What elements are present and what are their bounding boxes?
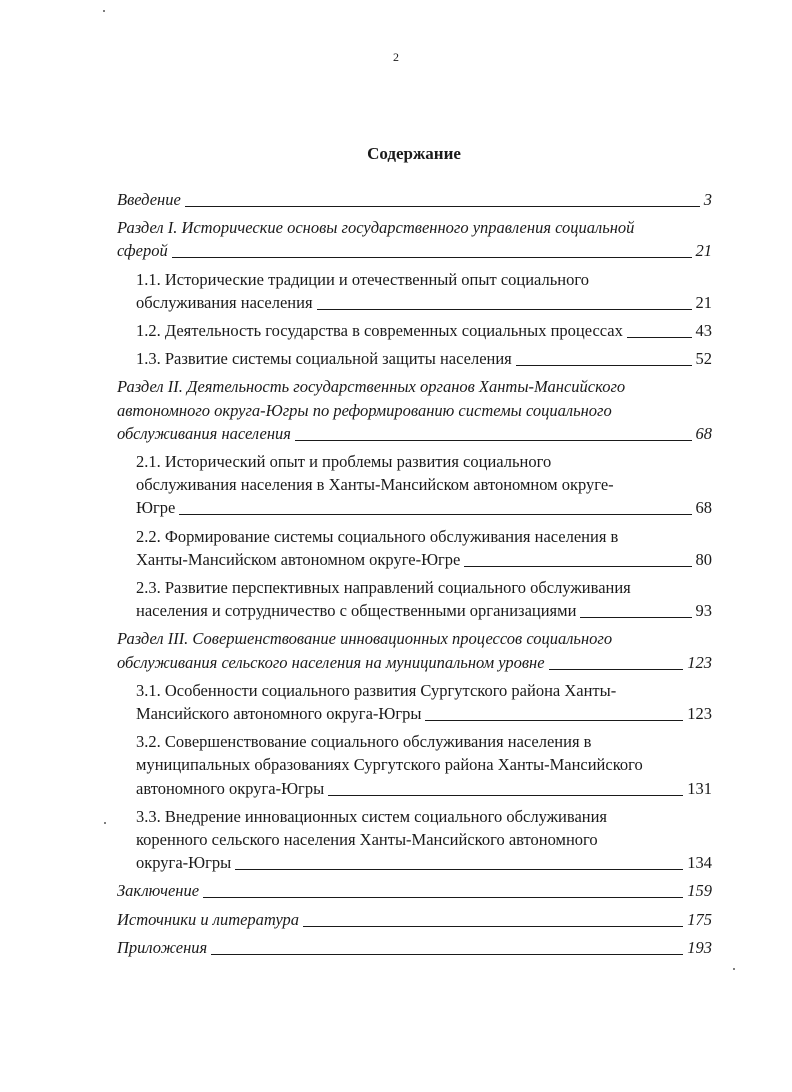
toc-page-number: 3 (703, 190, 712, 209)
toc-entry-last-line (136, 548, 712, 571)
toc-entry-line: 3.1. Особенности социального развития Сургутского района Ханты- (136, 680, 617, 700)
toc-entry-line: автономного округа-Югры по реформированию системы социального (117, 400, 612, 420)
toc-page-number: 68 (695, 423, 712, 443)
toc-section-entry (117, 908, 712, 931)
toc-entry-title: Источники и литература (117, 909, 300, 929)
toc-entry-last-line (117, 651, 712, 674)
toc-entry-last-line (136, 777, 712, 800)
toc-entry-line: Раздел I. Исторические основы государственного управления социальной (117, 218, 635, 238)
toc-section-entry (117, 216, 712, 262)
toc-page-number: 93 (695, 601, 712, 621)
toc-entry-line: 3.3. Внедрение инновационных систем социального обслуживания (136, 806, 608, 826)
toc-entry-last-line (117, 936, 712, 959)
toc-entry-last-line (136, 347, 712, 370)
toc-page-number: 43 (695, 321, 712, 341)
toc-entry-line: коренного сельского населения Ханты-Мансийского автономного (136, 830, 598, 850)
toc-entry-title: сферой (117, 241, 168, 261)
toc-subsection-entry (117, 450, 712, 520)
toc-section-entry (117, 879, 712, 902)
leader-line (328, 795, 683, 796)
leader-line (549, 669, 684, 670)
toc-page-number: 21 (695, 241, 712, 261)
toc-section-entry (117, 936, 712, 959)
toc-page-number: 52 (695, 349, 712, 369)
toc-page-number: 80 (695, 549, 712, 569)
toc-section-entry (117, 375, 712, 445)
leader-line (516, 365, 692, 366)
toc-entry-last-line (136, 599, 712, 622)
toc-page-number: 21 (695, 292, 712, 312)
toc-entry-title: Заключение (117, 881, 200, 901)
toc-entry-title: Ханты-Мансийском автономном округе-Югре (136, 549, 461, 569)
toc-entry-title: Приложения (117, 937, 208, 957)
toc-subsection-entry (117, 525, 712, 571)
toc-entry-line: 2.1. Исторический опыт и проблемы развития социального (136, 452, 552, 472)
toc-subsection-entry (117, 319, 712, 342)
toc-entry-line: муниципальных образованиях Сургутского района Ханты-Мансийского (136, 755, 643, 775)
toc-entry-line: 1.1. Исторические традиции и отечественный опыт социального (136, 269, 589, 289)
leader-line (295, 440, 692, 441)
toc-entry-line: Раздел III. Совершенствование инновационных процессов социального (117, 629, 613, 649)
scan-speck (103, 10, 105, 12)
toc-entry-last-line (117, 188, 712, 211)
toc-subsection-entry (117, 576, 712, 622)
leader-line (185, 206, 700, 207)
toc-page-number: 68 (695, 498, 712, 518)
toc-entry-title: обслуживания сельского населения на муниципальном уровне (117, 652, 545, 672)
leader-line (172, 257, 692, 258)
toc-entry-title: обслуживания населения (117, 423, 291, 443)
toc-entry-title: Югре (136, 498, 176, 518)
toc-entry-title: обслуживания населения (136, 292, 313, 312)
leader-line (627, 337, 692, 338)
toc-entry-last-line (117, 879, 712, 902)
toc-subsection-entry (117, 805, 712, 875)
toc-page-number: 134 (687, 853, 712, 873)
toc-page-number: 123 (687, 652, 712, 672)
toc-entry-title: 1.2. Деятельность государства в современных социальных процессах (136, 321, 623, 341)
toc-page-number: 193 (687, 937, 712, 957)
toc-subsection-entry (117, 268, 712, 314)
table-of-contents (117, 188, 712, 964)
toc-entry-last-line (136, 702, 712, 725)
toc-entry-line: 2.2. Формирование системы социального обслуживания населения в (136, 526, 619, 546)
toc-entry-line: 3.2. Совершенствование социального обслуживания населения в (136, 732, 592, 752)
toc-subsection-entry (117, 347, 712, 370)
leader-line (211, 954, 683, 955)
toc-page-number: 131 (687, 778, 712, 798)
toc-entry-last-line (117, 239, 712, 262)
toc-entry-last-line (136, 291, 712, 314)
toc-section-entry (117, 188, 712, 211)
toc-entry-last-line (117, 908, 712, 931)
toc-page-number: 175 (687, 909, 712, 929)
scan-speck (104, 822, 106, 824)
toc-subsection-entry (117, 679, 712, 725)
toc-page-number: 123 (687, 704, 712, 724)
toc-entry-title: автономного округа-Югры (136, 778, 325, 798)
toc-page-number: 159 (687, 881, 712, 901)
toc-entry-last-line (136, 319, 712, 342)
leader-line (317, 309, 692, 310)
toc-title: Содержание (367, 144, 461, 163)
leader-line (580, 617, 691, 618)
toc-entry-title: населения и сотрудничество с общественными организациями (136, 601, 577, 621)
toc-entry-title: Мансийского автономного округа-Югры (136, 704, 422, 724)
toc-entry-line: обслуживания населения в Ханты-Мансийском автономном округе- (136, 475, 614, 495)
leader-line (203, 897, 683, 898)
scan-speck (733, 968, 735, 970)
leader-line (179, 514, 691, 515)
toc-section-entry (117, 627, 712, 673)
toc-entry-title: округа-Югры (136, 853, 232, 873)
leader-line (464, 566, 691, 567)
toc-entry-title: Введение (117, 190, 181, 209)
toc-entry-line: Раздел II. Деятельность государственных органов Ханты-Мансийского (117, 377, 626, 397)
toc-entry-line: 2.3. Развитие перспективных направлений социального обслуживания (136, 578, 631, 598)
leader-line (425, 720, 683, 721)
toc-subsection-entry (117, 730, 712, 800)
leader-line (303, 926, 683, 927)
leader-line (235, 869, 683, 870)
toc-entry-last-line (136, 496, 712, 519)
toc-entry-title: 1.3. Развитие системы социальной защиты населения (136, 349, 512, 369)
toc-entry-last-line (117, 422, 712, 445)
toc-entry-last-line (136, 851, 712, 874)
page-number: 2 (393, 50, 399, 64)
